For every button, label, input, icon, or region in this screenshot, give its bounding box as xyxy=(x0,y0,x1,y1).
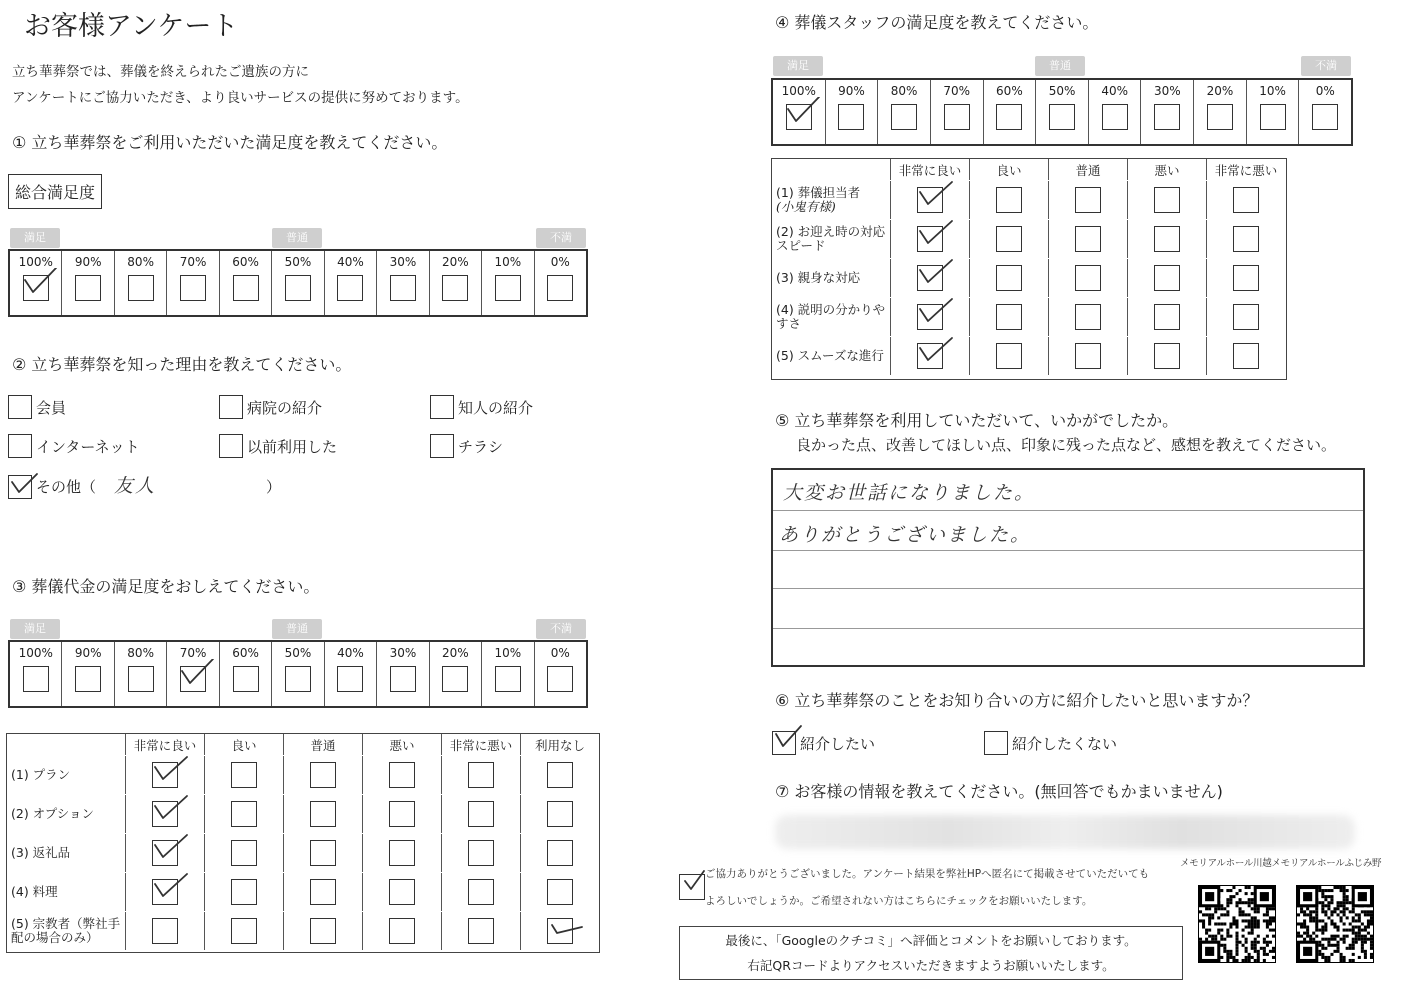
checkbox[interactable] xyxy=(310,762,336,788)
consent-line-2: よろしいでしょうか。ご希望されない方はこちらにチェックをお願いいたします。 xyxy=(705,895,1093,907)
q4-heading: ④ 葬儀スタッフの満足度を教えてください。 xyxy=(775,13,1099,32)
checkbox[interactable] xyxy=(1233,187,1259,213)
q6-option-no[interactable]: 紹介したくない xyxy=(984,731,1117,755)
checkbox[interactable] xyxy=(468,840,494,866)
q5-comment-box[interactable] xyxy=(771,468,1365,667)
scale-percent-label: 40% xyxy=(337,646,364,660)
scale-percent-label: 80% xyxy=(127,255,154,269)
checkbox[interactable] xyxy=(231,801,257,827)
checkbox[interactable] xyxy=(1102,104,1128,130)
matrix-row xyxy=(772,337,1286,376)
scale-option[interactable] xyxy=(377,251,429,315)
checkbox-checked[interactable] xyxy=(180,666,206,692)
consent-line-1: ご協力ありがとうございました。アンケート結果を弊社HPへ匿名にて掲載させていただいても xyxy=(705,868,1150,880)
checkbox[interactable] xyxy=(390,666,416,692)
checkbox[interactable] xyxy=(1233,265,1259,291)
scale-option[interactable] xyxy=(1247,80,1300,144)
scale-tag-normal: 普通 xyxy=(272,228,322,248)
checkbox[interactable] xyxy=(1075,187,1101,213)
matrix-column-header: 普通 xyxy=(283,734,362,755)
scale-tag-satisfied: 満足 xyxy=(10,619,60,639)
q2-option-acquaintance[interactable]: 知人の紹介 xyxy=(430,395,533,419)
checkbox[interactable] xyxy=(8,395,32,419)
qr-code-icon xyxy=(1199,886,1275,962)
matrix-row-label: (2) オプション xyxy=(11,806,95,821)
scale-option[interactable] xyxy=(826,80,879,144)
checkbox[interactable] xyxy=(310,918,336,944)
checkbox[interactable] xyxy=(310,879,336,905)
checkbox[interactable] xyxy=(8,434,32,458)
checkbox[interactable] xyxy=(1075,265,1101,291)
qr-code-hall-2[interactable] xyxy=(1296,885,1374,963)
q2-option-flyer[interactable]: チラシ xyxy=(430,434,503,458)
checkbox[interactable] xyxy=(285,275,311,301)
customer-info-redacted xyxy=(775,815,1355,849)
scale-option[interactable] xyxy=(167,642,219,706)
checkbox[interactable] xyxy=(547,879,573,905)
q6-option-yes[interactable]: 紹介したい xyxy=(772,731,875,755)
checkbox[interactable] xyxy=(233,275,259,301)
checkbox[interactable] xyxy=(468,879,494,905)
matrix-row-label: (5) 宗教者（弊社手配の場合のみ） xyxy=(11,916,121,945)
scale-percent-label: 90% xyxy=(74,255,102,269)
scale-tag-dissatisfied: 不満 xyxy=(1301,56,1351,76)
scale-option[interactable] xyxy=(430,251,482,315)
matrix-column-header: 普通 xyxy=(1048,159,1127,180)
hall-names: メモリアルホール川越メモリアルホールふじみ野 xyxy=(1180,858,1382,869)
checkbox[interactable] xyxy=(891,104,917,130)
checkbox-checked[interactable] xyxy=(772,731,796,755)
check-mark-icon xyxy=(22,268,60,302)
scale-option[interactable] xyxy=(272,642,324,706)
checkbox[interactable] xyxy=(337,275,363,301)
scale-percent-label: 100% xyxy=(18,255,53,269)
matrix-row-label: (5) スムーズな進行 xyxy=(776,348,884,363)
checkbox[interactable] xyxy=(996,265,1022,291)
q1-overall-label: 総合満足度 xyxy=(8,174,102,209)
checkbox[interactable] xyxy=(547,762,573,788)
checkbox-checked[interactable] xyxy=(679,874,705,900)
q2-option-previous[interactable]: 以前利用した xyxy=(219,434,337,458)
checkbox[interactable] xyxy=(996,304,1022,330)
matrix-row xyxy=(7,873,599,912)
intro-line-1: 立ち華葬祭では、葬儀を終えられたご遺族の方に xyxy=(12,64,309,80)
checkbox-checked[interactable] xyxy=(917,187,943,213)
checkbox[interactable] xyxy=(468,801,494,827)
q4-matrix xyxy=(771,158,1287,380)
scale-option[interactable] xyxy=(167,251,219,315)
scale-option[interactable] xyxy=(62,251,114,315)
scale-percent-label: 50% xyxy=(1048,84,1076,98)
q3-matrix xyxy=(6,733,600,953)
checkbox[interactable] xyxy=(996,226,1022,252)
scale-option[interactable] xyxy=(1089,80,1142,144)
matrix-column-header: 良い xyxy=(204,734,283,755)
scale-percent-label: 20% xyxy=(442,255,469,269)
scale-option[interactable] xyxy=(377,642,429,706)
check-mark-icon xyxy=(785,97,823,131)
q4-scale-tags xyxy=(771,56,1353,76)
checkbox[interactable] xyxy=(1154,265,1180,291)
matrix-column-header: 良い xyxy=(969,159,1048,180)
scale-option[interactable] xyxy=(430,642,482,706)
scale-option[interactable] xyxy=(1036,80,1089,144)
check-mark-icon xyxy=(179,659,217,693)
matrix-column-header: 非常に良い xyxy=(890,159,969,180)
matrix-row xyxy=(772,181,1286,220)
checkbox[interactable] xyxy=(389,762,415,788)
check-mark-icon xyxy=(916,336,954,370)
q2-option-other[interactable]: その他（ 友人 ） xyxy=(8,473,281,500)
matrix-row-label: (2) お迎え時の対応スピード xyxy=(776,224,886,253)
q2-option-member[interactable]: 会員 xyxy=(8,395,66,419)
checkbox[interactable] xyxy=(389,801,415,827)
q1-scale-grid xyxy=(8,249,588,317)
matrix-row xyxy=(7,795,599,834)
matrix-column-header: 非常に悪い xyxy=(441,734,520,755)
checkbox-checked[interactable] xyxy=(152,840,178,866)
checkbox[interactable] xyxy=(180,275,206,301)
scale-tag-satisfied: 満足 xyxy=(10,228,60,248)
checkbox[interactable] xyxy=(310,840,336,866)
consent-checkbox[interactable] xyxy=(679,874,705,900)
scale-option[interactable] xyxy=(220,642,272,706)
checkbox[interactable] xyxy=(389,879,415,905)
scale-option[interactable] xyxy=(325,251,377,315)
scale-option[interactable] xyxy=(115,642,167,706)
qr-code-hall-1[interactable] xyxy=(1198,885,1276,963)
checkbox-checked[interactable] xyxy=(152,801,178,827)
checkbox[interactable] xyxy=(944,104,970,130)
scale-percent-label: 10% xyxy=(494,646,522,660)
checkbox[interactable] xyxy=(547,840,573,866)
checkbox[interactable] xyxy=(231,879,257,905)
scale-percent-label: 20% xyxy=(1206,84,1234,98)
check-mark-icon xyxy=(151,794,189,828)
checkbox[interactable] xyxy=(442,275,468,301)
q2-option-internet[interactable]: インターネット xyxy=(8,434,140,458)
checkbox[interactable] xyxy=(219,434,243,458)
scale-percent-label: 10% xyxy=(494,255,522,269)
q3-heading: ③ 葬儀代金の満足度をおしえてください。 xyxy=(12,577,320,596)
checkbox[interactable] xyxy=(1154,187,1180,213)
checkbox[interactable] xyxy=(23,666,49,692)
scale-percent-label: 80% xyxy=(890,84,918,98)
checkbox[interactable] xyxy=(1233,226,1259,252)
checkbox-checked[interactable] xyxy=(786,104,812,130)
scale-percent-label: 30% xyxy=(389,646,417,660)
checkbox[interactable] xyxy=(468,918,494,944)
q5-subheading: 良かった点、改善してほしい点、印象に残った点など、感想を教えてください。 xyxy=(796,436,1337,454)
scale-percent-label: 50% xyxy=(284,646,312,660)
checkbox[interactable] xyxy=(389,840,415,866)
check-mark-icon xyxy=(916,258,954,292)
scale-percent-label: 80% xyxy=(127,646,154,660)
page-title: お客様アンケート xyxy=(24,11,239,42)
checkbox[interactable] xyxy=(1049,104,1075,130)
scale-percent-label: 30% xyxy=(1153,84,1181,98)
checkbox[interactable] xyxy=(1154,304,1180,330)
scale-percent-label: 0% xyxy=(550,255,570,269)
checkbox-checked[interactable] xyxy=(917,304,943,330)
checkbox[interactable] xyxy=(1154,343,1180,369)
scale-tag-dissatisfied: 不満 xyxy=(536,228,586,248)
q2-option-hospital[interactable]: 病院の紹介 xyxy=(219,395,322,419)
scale-tag-dissatisfied: 不満 xyxy=(536,619,586,639)
q1-heading: ① 立ち華葬祭をご利用いただいた満足度を教えてください。 xyxy=(12,133,448,152)
checkbox[interactable] xyxy=(996,104,1022,130)
handwritten-note: (小鬼有様) xyxy=(776,199,836,214)
matrix-row xyxy=(772,259,1286,298)
q4-scale-grid xyxy=(771,78,1353,146)
checkbox[interactable] xyxy=(495,275,521,301)
matrix-row xyxy=(7,756,599,795)
scale-option[interactable] xyxy=(115,251,167,315)
scale-percent-label: 40% xyxy=(1101,84,1128,98)
checkbox[interactable] xyxy=(430,395,454,419)
checkbox-checked[interactable] xyxy=(547,918,573,944)
scale-percent-label: 60% xyxy=(996,84,1023,98)
q3-scale-grid xyxy=(8,640,588,708)
checkbox[interactable] xyxy=(231,762,257,788)
matrix-row-label: (4) 料理 xyxy=(11,884,58,899)
matrix-column-header: 非常に良い xyxy=(125,734,204,755)
checkbox[interactable] xyxy=(996,343,1022,369)
checkbox[interactable] xyxy=(231,918,257,944)
checkbox[interactable] xyxy=(468,762,494,788)
scale-tag-satisfied: 満足 xyxy=(773,56,823,76)
scale-option[interactable] xyxy=(10,251,62,315)
checkbox[interactable] xyxy=(75,275,101,301)
q5-answer-line-2: ありがとうございました。 xyxy=(779,524,1032,546)
checkbox[interactable] xyxy=(996,187,1022,213)
scale-option[interactable] xyxy=(482,251,534,315)
scale-option[interactable] xyxy=(1141,80,1194,144)
scale-percent-label: 20% xyxy=(442,646,469,660)
checkbox[interactable] xyxy=(1075,343,1101,369)
scale-percent-label: 0% xyxy=(1315,84,1335,98)
scale-option[interactable] xyxy=(984,80,1037,144)
checkbox-checked[interactable] xyxy=(8,475,32,499)
checkbox[interactable] xyxy=(233,666,259,692)
checkbox[interactable] xyxy=(1154,104,1180,130)
checkbox[interactable] xyxy=(75,666,101,692)
matrix-column-header: 悪い xyxy=(362,734,441,755)
scale-percent-label: 60% xyxy=(232,255,259,269)
q3-scale-tags xyxy=(8,619,588,639)
q2-other-handwritten: 友人 xyxy=(114,475,157,497)
checkbox[interactable] xyxy=(1154,226,1180,252)
checkbox[interactable] xyxy=(1233,304,1259,330)
matrix-row-label: (4) 説明の分かりやすさ xyxy=(776,302,886,331)
checkbox[interactable] xyxy=(1207,104,1233,130)
scale-percent-label: 40% xyxy=(337,255,364,269)
scale-option[interactable] xyxy=(220,251,272,315)
checkbox[interactable] xyxy=(231,840,257,866)
matrix-row xyxy=(772,298,1286,337)
check-mark-icon xyxy=(151,833,189,867)
matrix-row-label: (1) プラン xyxy=(11,767,71,782)
qr-code-icon xyxy=(1297,886,1373,962)
scale-option[interactable] xyxy=(878,80,931,144)
matrix-row-label: (3) 返礼品 xyxy=(11,845,71,860)
checkbox-checked[interactable] xyxy=(152,762,178,788)
checkbox[interactable] xyxy=(337,666,363,692)
scale-percent-label: 50% xyxy=(284,255,312,269)
checkbox-checked[interactable] xyxy=(917,226,943,252)
checkbox[interactable] xyxy=(495,666,521,692)
checkbox-checked[interactable] xyxy=(917,343,943,369)
check-mark-icon xyxy=(151,755,189,789)
matrix-row-label: (3) 親身な対応 xyxy=(776,270,861,285)
check-mark-icon xyxy=(151,872,189,906)
scale-percent-label: 100% xyxy=(781,84,816,98)
footer-line-2: 右記QRコードよりアクセスいただきますようお願いいたします。 xyxy=(747,958,1115,973)
check-mark-icon xyxy=(916,297,954,331)
check-mark-icon xyxy=(916,180,954,214)
checkbox[interactable] xyxy=(430,434,454,458)
scale-percent-label: 30% xyxy=(389,255,417,269)
q7-heading: ⑦ お客様の情報を教えてください。(無回答でもかまいません) xyxy=(775,782,1223,801)
scale-option[interactable] xyxy=(1299,80,1351,144)
matrix-row-label: (1) 葬儀担当者 (小鬼有様) xyxy=(776,185,861,214)
checkbox[interactable] xyxy=(152,918,178,944)
scale-tag-normal: 普通 xyxy=(272,619,322,639)
checkbox[interactable] xyxy=(128,275,154,301)
matrix-column-header: 悪い xyxy=(1127,159,1206,180)
q2-heading: ② 立ち華葬祭を知った理由を教えてください。 xyxy=(12,355,352,374)
scale-percent-label: 90% xyxy=(74,646,102,660)
checkbox[interactable] xyxy=(310,801,336,827)
checkbox[interactable] xyxy=(442,666,468,692)
checkbox[interactable] xyxy=(285,666,311,692)
scale-option[interactable] xyxy=(773,80,826,144)
checkbox-checked[interactable] xyxy=(23,275,49,301)
scale-option[interactable] xyxy=(1194,80,1247,144)
scale-percent-label: 70% xyxy=(179,646,207,660)
checkbox[interactable] xyxy=(984,731,1008,755)
matrix-column-header: 利用なし xyxy=(520,734,599,755)
google-review-notice xyxy=(679,926,1183,980)
checkbox[interactable] xyxy=(1233,343,1259,369)
checkbox[interactable] xyxy=(547,666,573,692)
matrix-row xyxy=(7,834,599,873)
checkbox[interactable] xyxy=(838,104,864,130)
scale-percent-label: 70% xyxy=(943,84,971,98)
q5-answer-line-1: 大変お世話になりました。 xyxy=(783,482,1036,504)
scale-option[interactable] xyxy=(62,642,114,706)
scale-percent-label: 10% xyxy=(1259,84,1286,98)
matrix-column-header: 非常に悪い xyxy=(1206,159,1285,180)
checkbox[interactable] xyxy=(128,666,154,692)
checkbox[interactable] xyxy=(1260,104,1286,130)
scale-option[interactable] xyxy=(325,642,377,706)
checkbox[interactable] xyxy=(219,395,243,419)
scale-option[interactable] xyxy=(482,642,534,706)
scale-percent-label: 90% xyxy=(838,84,865,98)
scale-option[interactable] xyxy=(931,80,984,144)
scale-percent-label: 60% xyxy=(232,646,259,660)
scale-percent-label: 100% xyxy=(18,646,53,660)
scale-tag-normal: 普通 xyxy=(1035,56,1085,76)
checkbox[interactable] xyxy=(389,918,415,944)
scale-option[interactable] xyxy=(10,642,62,706)
scale-option[interactable] xyxy=(272,251,324,315)
checkbox[interactable] xyxy=(547,275,573,301)
scale-option[interactable] xyxy=(535,642,586,706)
checkbox[interactable] xyxy=(1075,226,1101,252)
checkbox[interactable] xyxy=(547,801,573,827)
check-mark-icon xyxy=(916,219,954,253)
checkbox[interactable] xyxy=(390,275,416,301)
scale-percent-label: 0% xyxy=(550,646,570,660)
scale-option[interactable] xyxy=(535,251,586,315)
checkbox[interactable] xyxy=(1075,304,1101,330)
matrix-row xyxy=(772,220,1286,259)
scale-percent-label: 70% xyxy=(179,255,207,269)
checkbox-checked[interactable] xyxy=(152,879,178,905)
checkbox-checked[interactable] xyxy=(917,265,943,291)
checkbox[interactable] xyxy=(1312,104,1338,130)
intro-line-2: アンケートにご協力いただき、より良いサービスの提供に努めております。 xyxy=(12,90,469,106)
check-mark-icon xyxy=(546,911,584,945)
q6-heading: ⑥ 立ち華葬祭のことをお知り合いの方に紹介したいと思いますか？ xyxy=(775,691,1259,710)
q5-heading: ⑤ 立ち華葬祭を利用していただいて、いかがでしたか。 xyxy=(775,411,1179,430)
q1-scale-tags xyxy=(8,228,588,248)
footer-line-1: 最後に、「Googleのクチコミ」へ評価とコメントをお願いしております。 xyxy=(725,933,1137,948)
matrix-row xyxy=(7,912,599,951)
